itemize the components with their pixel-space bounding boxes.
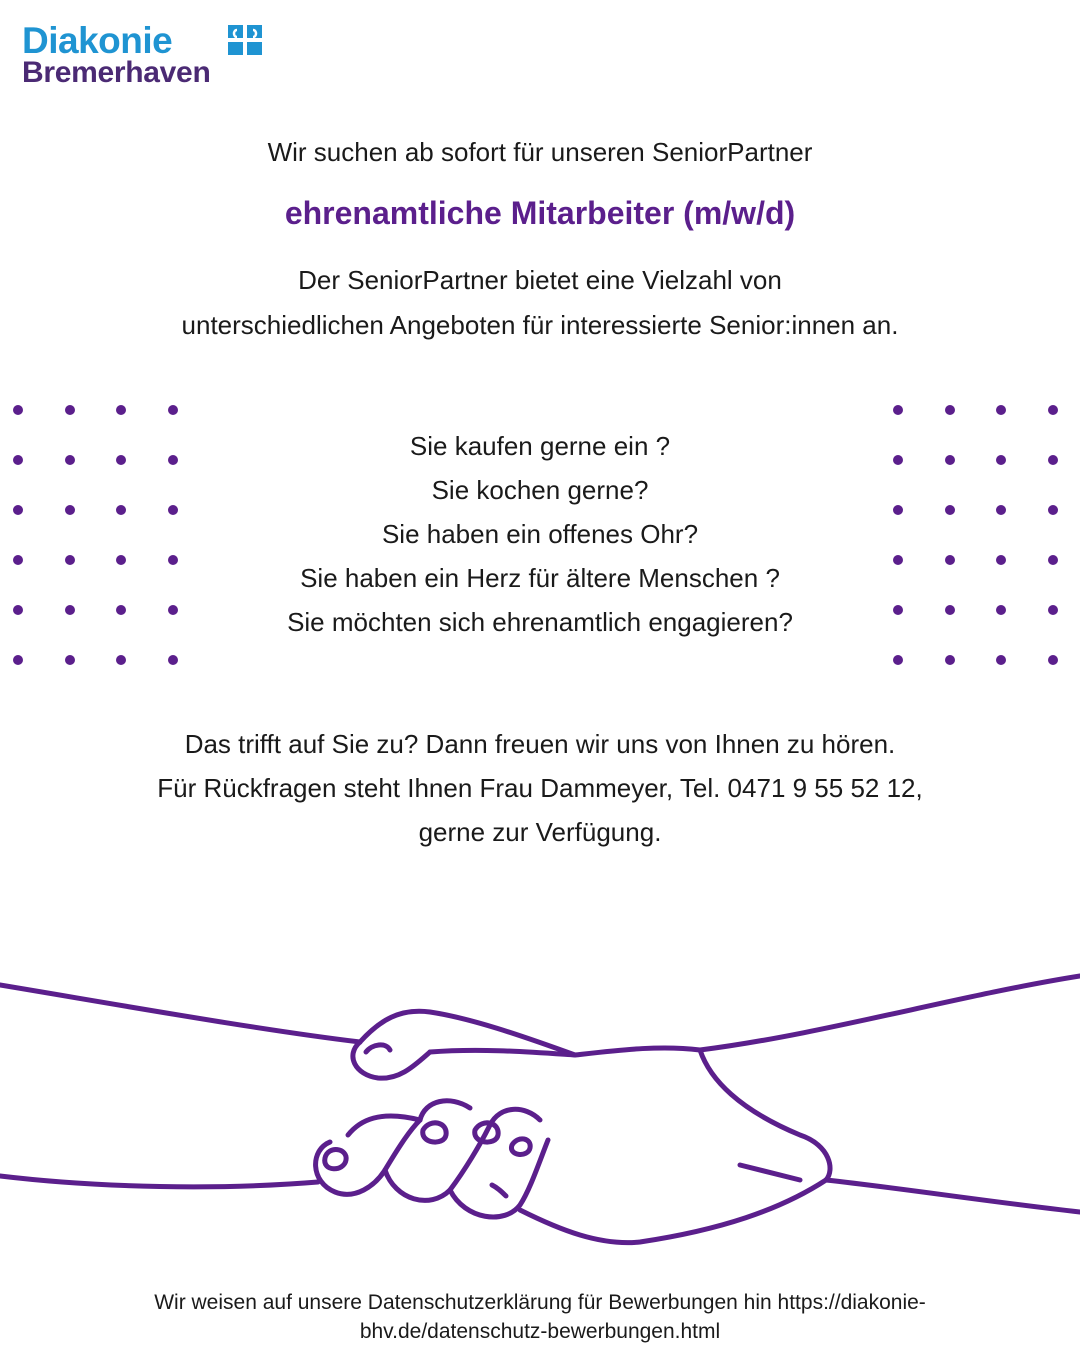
contact-line: Das trifft auf Sie zu? Dann freuen wir uns von Ihnen zu hören. (184, 729, 896, 759)
dot (1048, 405, 1058, 415)
dot (65, 655, 75, 665)
right-arm-upper (700, 976, 1080, 1050)
diakonie-logo (22, 22, 272, 92)
contact-line: gerne zur Verfügung. (418, 817, 662, 847)
dot (996, 405, 1006, 415)
dot (1048, 655, 1058, 665)
dot (945, 405, 955, 415)
finger-nail-4 (511, 1139, 530, 1155)
finger-nail-2 (423, 1123, 446, 1142)
footer-line[interactable]: bhv.de/datenschutz-bewerbungen.html (359, 1320, 721, 1343)
dot (116, 655, 126, 665)
job-headline: ehrenamtliche Mitarbeiter (m/w/d) (284, 195, 796, 231)
question-item: Sie kochen gerne? (431, 475, 649, 505)
right-arm-lower (826, 1180, 1080, 1212)
left-arm-upper (0, 985, 360, 1042)
dot (13, 405, 23, 415)
description (0, 258, 1080, 348)
dot (65, 405, 75, 415)
logo-text-diakonie: Diakonie (22, 20, 173, 61)
dot (996, 655, 1006, 665)
knuckle-line (740, 1165, 800, 1180)
question-item: Sie möchten sich ehrenamtlich engagieren? (287, 607, 793, 637)
question-item: Sie haben ein Herz für ältere Menschen ? (300, 563, 780, 593)
dot (168, 655, 178, 665)
description-line: unterschiedlichen Angeboten für interessierte Senior:innen an. (181, 310, 899, 340)
contact-line: Für Rückfragen steht Ihnen Frau Dammeyer, Tel. 0471 9 55 52 12, (157, 773, 923, 803)
privacy-footer (0, 1288, 1080, 1346)
left-arm-lower (0, 1176, 318, 1187)
dot (168, 405, 178, 415)
handshake-illustration (0, 960, 1080, 1260)
palm-line (492, 1185, 506, 1196)
intro-text: Wir suchen ab sofort für unseren SeniorPartner (267, 137, 813, 167)
dot (13, 655, 23, 665)
finger-nail-1 (325, 1150, 346, 1169)
finger-1 (316, 1120, 420, 1194)
diakonie-cross-icon (228, 25, 262, 55)
logo-text-bremerhaven: Bremerhaven (22, 56, 211, 89)
lower-hand (520, 1180, 826, 1243)
finger-3 (450, 1140, 548, 1217)
upper-hand (430, 1048, 830, 1180)
dot (893, 655, 903, 665)
dot (945, 655, 955, 665)
question-item: Sie haben ein offenes Ohr? (381, 519, 699, 549)
dot (116, 405, 126, 415)
footer-line: Wir weisen auf unsere Datenschutzerklärung für Bewerbungen hin https://diakonie- (154, 1291, 926, 1314)
question-item: Sie kaufen gerne ein ? (409, 431, 671, 461)
question-list (0, 424, 1080, 644)
description-line: Der SeniorPartner bietet eine Vielzahl von (298, 265, 782, 295)
top-thumb-tip (353, 1042, 430, 1078)
contact-block (0, 722, 1080, 854)
dot (893, 405, 903, 415)
thumb-nail (366, 1045, 390, 1052)
